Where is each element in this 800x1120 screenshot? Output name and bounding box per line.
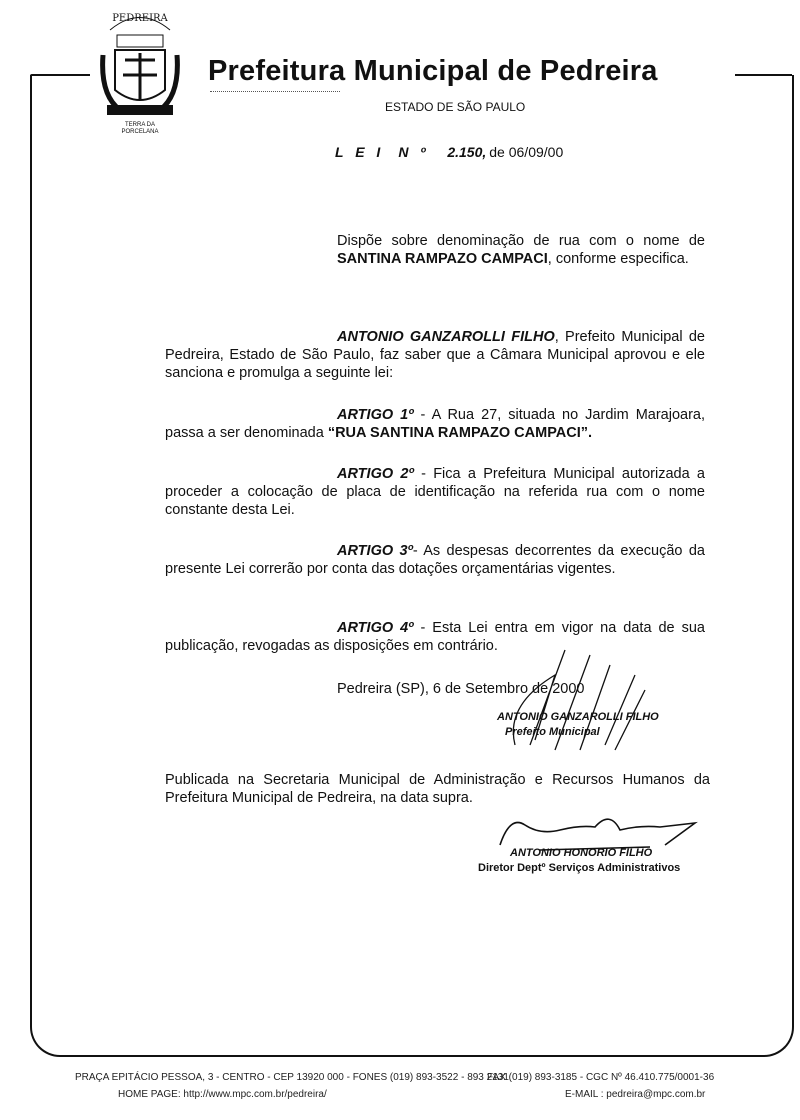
article-3 — [165, 542, 705, 578]
article-1 — [165, 406, 705, 442]
letterhead-subtitle: ESTADO DE SÃO PAULO — [385, 100, 526, 114]
article-label: ARTIGO 1º — [337, 407, 414, 423]
footer-address: PRAÇA EPITÁCIO PESSOA, 3 - CENTRO - CEP 13920 000 - FONES (019) 893-3522 - 893 2131 — [75, 1072, 509, 1083]
law-summary — [337, 232, 705, 268]
svg-text:TERRA DA: TERRA DA — [124, 122, 156, 128]
mayor-signature-block — [497, 710, 659, 740]
law-number-label: N º — [398, 144, 430, 160]
article-text: - As despesas decorrentes da execução da presente Lei correrão por conta das dotações orçamentárias vigentes. — [165, 543, 705, 577]
article-text: - A Rua 27, situada no Jardim Marajoara, passa a ser denominada — [165, 407, 706, 441]
article-label: ARTIGO 2º — [337, 466, 414, 482]
footer-email: E-MAIL : pedreira@mpc.com.br — [565, 1089, 706, 1100]
article-label: ARTIGO 4º — [337, 620, 414, 636]
preamble — [165, 328, 705, 382]
place-date: Pedreira (SP), 6 de Setembro de 2000 — [337, 681, 585, 697]
municipal-coat-of-arms-logo — [95, 5, 185, 135]
director-name: ANTONIO HONORIO FILHO — [510, 847, 653, 859]
mayor-name: ANTONIO GANZAROLLI FILHO — [497, 711, 659, 723]
publication-note: Publicada na Secretaria Municipal de Administração e Recursos Humanos da Prefeitura Municipal de Pedreira, na data supra. — [165, 772, 710, 806]
mayor-role: Prefeito Municipal — [505, 726, 600, 738]
law-date: de 06/09/00 — [489, 144, 564, 160]
article-street-name: “RUA SANTINA RAMPAZO CAMPACI”. — [327, 425, 593, 441]
article-2 — [165, 465, 705, 519]
summary-name: SANTINA RAMPAZO CAMPACI — [337, 251, 548, 267]
law-number: 2.150, — [447, 144, 487, 160]
dotted-rule — [210, 91, 340, 92]
footer-homepage: HOME PAGE: http://www.mpc.com.br/pedreira/ — [118, 1089, 327, 1100]
footer-fax: FAX (019) 893-3185 - CGC Nº 46.410.775/0001-36 — [487, 1072, 715, 1083]
director-role: Diretor Deptº Serviços Administrativos — [478, 862, 681, 874]
preamble-name: ANTONIO GANZAROLLI FILHO — [337, 329, 555, 345]
summary-text-end: , conforme especifica. — [547, 251, 689, 267]
article-text: - Esta Lei entra em vigor na data de sua publicação, revogadas as disposições em contrário. — [165, 620, 705, 654]
svg-text:PORCELANA: PORCELANA — [121, 129, 159, 135]
svg-text:PEDREIRA: PEDREIRA — [112, 13, 168, 24]
director-signature-block — [478, 846, 680, 876]
preamble-text: , Prefeito Municipal de Pedreira, Estado de São Paulo, faz saber que a Câmara Municipal aprovou e ele sanciona e promulga a seguinte lei: — [165, 329, 705, 381]
letterhead-title: Prefeitura Municipal de Pedreira — [208, 55, 658, 87]
law-heading — [335, 144, 563, 160]
article-text: - Fica a Prefeitura Municipal autorizada a proceder a colocação de placa de identificação na referida rua com o nome constante desta Lei. — [165, 466, 705, 518]
summary-text: Dispõe sobre denominação de rua com o nome de — [337, 233, 705, 249]
article-label: ARTIGO 3º — [337, 543, 413, 559]
law-label: L E I — [335, 144, 385, 160]
header-rule-right — [735, 74, 792, 76]
header-rule-left — [30, 74, 90, 76]
